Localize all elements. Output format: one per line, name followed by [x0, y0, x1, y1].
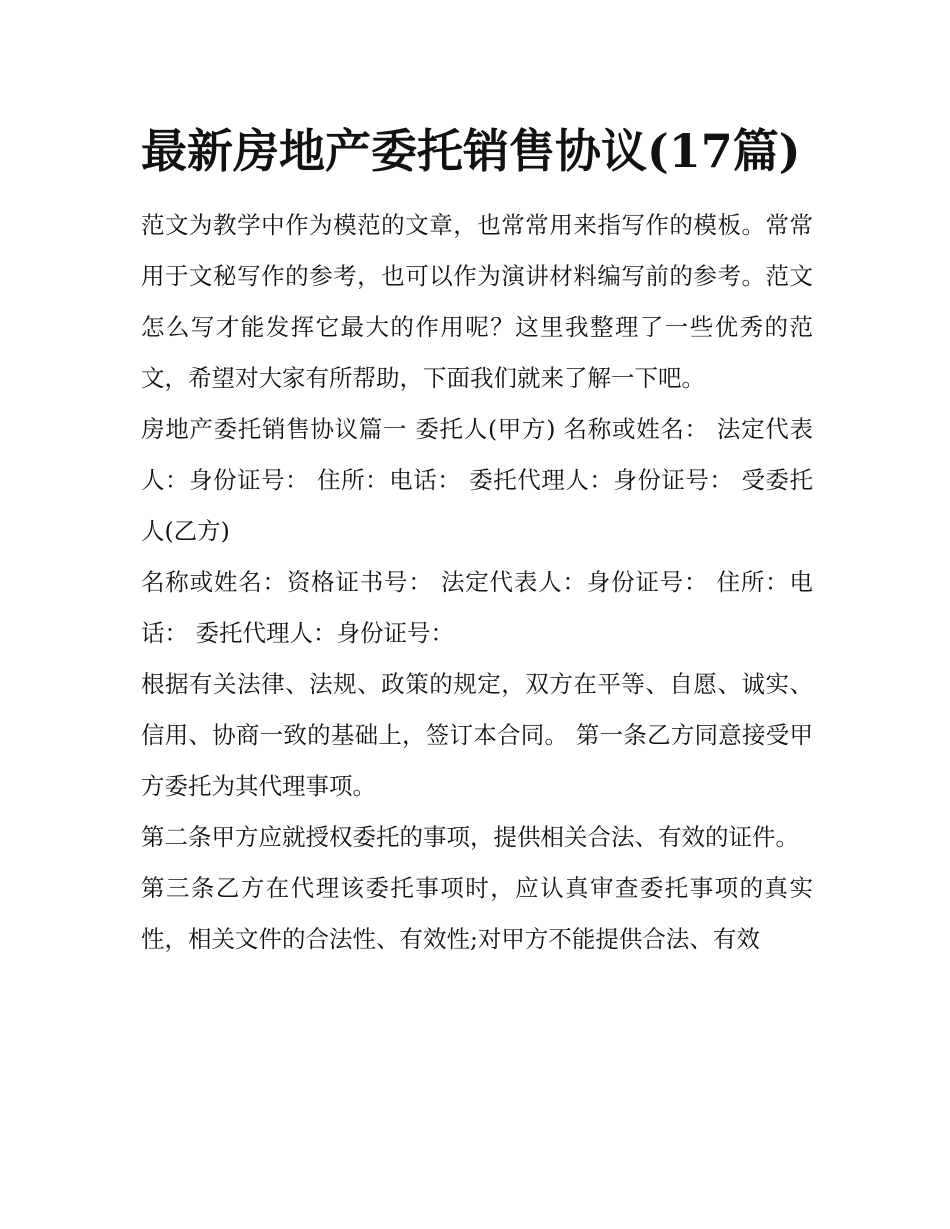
document-body — [141, 200, 813, 965]
paragraph-article-1: 根据有关法律、法规、政策的规定，双方在平等、自愿、诚实、信用、协商一致的基础上，签订本合同。 第一条乙方同意接受甲方委托为其代理事项。 — [141, 670, 813, 800]
document-page — [141, 112, 813, 965]
paragraph-parties-principal: 房地产委托销售协议篇一 委托人(甲方) 名称或姓名： 法定代表人：身份证号： 住所：电话： 委托代理人：身份证号： 受委托人(乙方) — [141, 415, 813, 545]
paragraph-intro: 范文为教学中作为模范的文章，也常常用来指写作的模板。常常用于文秘写作的参考，也可以作为演讲材料编写前的参考。范文怎么写才能发挥它最大的作用呢？这里我整理了一些优秀的范文，希望对大家有所帮助，下面我们就来了解一下吧。 — [141, 211, 813, 392]
document-title: 最新房地产委托销售协议(17篇) — [141, 124, 801, 178]
paragraph-article-3: 第三条乙方在代理该委托事项时，应认真审查委托事项的真实性，相关文件的合法性、有效性;对甲方不能提供合法、有效 — [141, 874, 813, 953]
paragraph-parties-agent: 名称或姓名：资格证书号： 法定代表人：身份证号： 住所：电话： 委托代理人：身份证号： — [141, 568, 813, 647]
paragraph-article-2: 第二条甲方应就授权委托的事项，提供相关合法、有效的证件。 — [141, 823, 799, 851]
